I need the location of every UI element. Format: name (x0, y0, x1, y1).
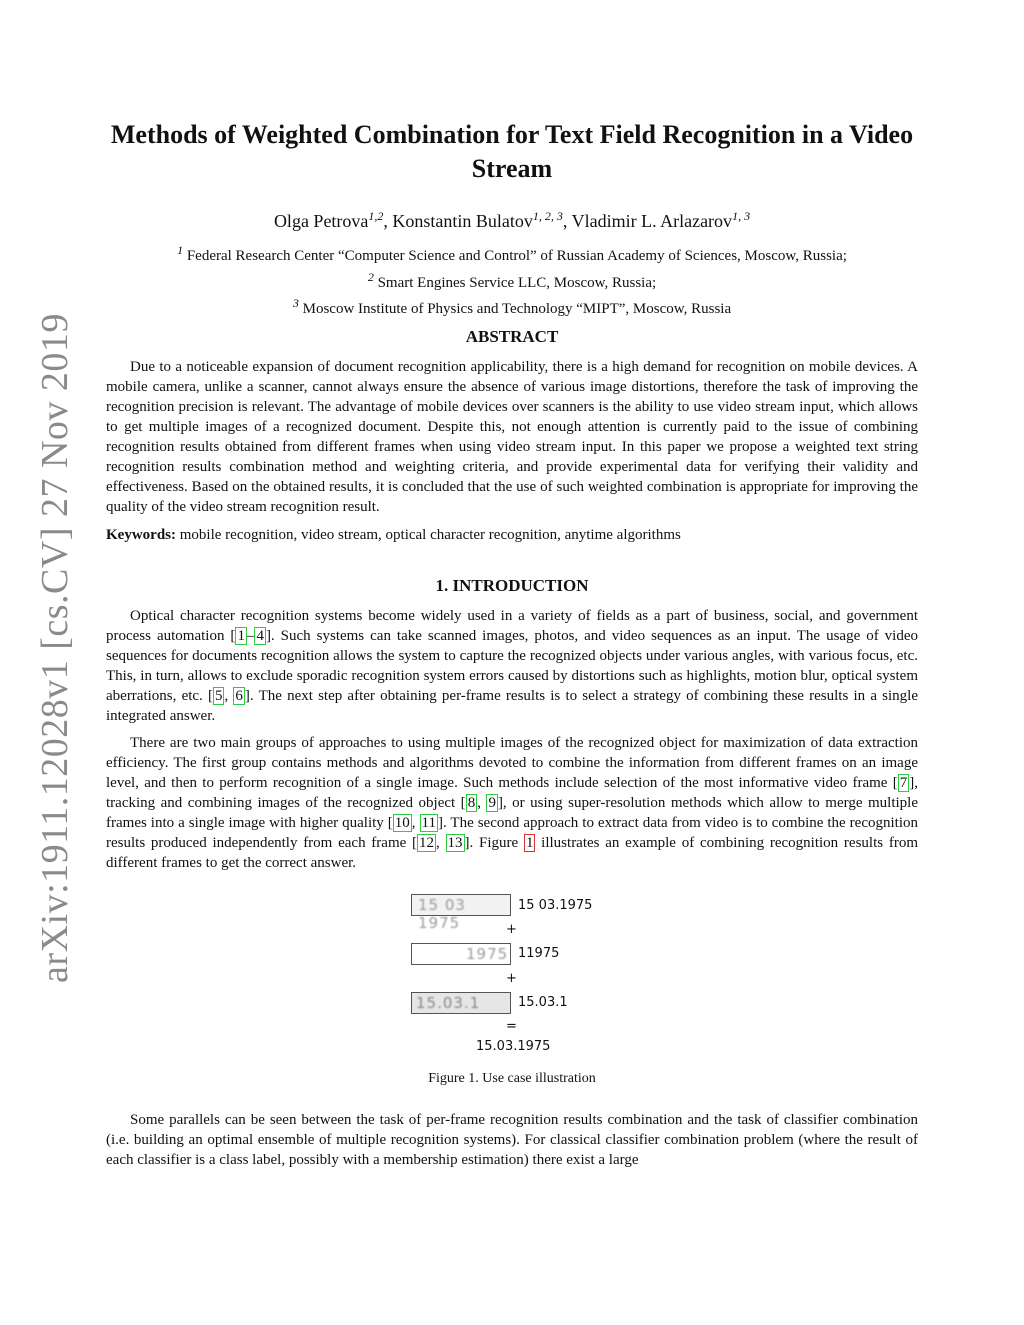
author-affiliation-mark: 1,2 (368, 209, 384, 223)
affiliation-line (110, 240, 914, 267)
frame-image-text: 15.03.1 (416, 994, 481, 1012)
frame-image-text: 15 03 1975 (418, 896, 466, 932)
citation-link[interactable]: 13 (447, 835, 463, 851)
text-run: There are two main groups of approaches to using multiple images of the recognized object for maximization of data extraction efficiency. The first group contains methods and algorithms devoted to combine the information from different frames on an image level, and then to perform recognition of a single image. Such methods include selection of the most informative video frame [ (106, 735, 918, 791)
affiliation-line (110, 267, 914, 294)
text-run: – (246, 628, 255, 644)
text-run: Optical character recognition systems become widely used in a variety of fields as a part of business, social, and government process automation [ (106, 608, 918, 644)
text-run: ]. Such systems can take scanned images, photos, and video sequences as an input. The usage of video sequences for documents recognition allows the system to capture the recognized objects under various angles, with various focus, etc. This, in turn, allows to exclude sporadic recognition system errors caused by distortions such as highlights, motion blur, optical system aberrations, etc. [ (106, 628, 919, 704)
frame-image-text: 1975 (466, 945, 509, 963)
frame-image-1 (411, 894, 511, 932)
frame-result-1: 15 03.1975 (518, 898, 593, 913)
text-run: ]. The next step after obtaining per-frame results is to select a strategy of combining these results in a single integrated answer. (106, 688, 919, 724)
frame-result-2: 11975 (518, 946, 560, 961)
citation-link[interactable]: 1 (237, 628, 245, 644)
author-name: Olga Petrova (273, 211, 369, 231)
affiliation-number: 3 (292, 296, 299, 310)
affiliation-number: 1 (177, 243, 184, 257)
citation-link[interactable]: 6 (235, 688, 243, 704)
abstract-heading: ABSTRACT (465, 327, 559, 346)
equals-sign: = (506, 1019, 517, 1034)
frame-image-2 (411, 943, 511, 965)
text-run: ]. The second approach to extract data from video is to combine the recognition results produced independently from each frame [ (106, 815, 918, 851)
intro-paragraph-2 (106, 733, 918, 873)
citation-link[interactable]: 11 (421, 815, 436, 831)
author-list: Olga Petrova$^{1,2}$, Konstantin Bulatov$^{1, 2, 3}$, Vladimir L. Arlazarov$^{1, 3}$ (273, 209, 751, 231)
citation-link[interactable]: 5 (214, 688, 223, 704)
combined-result: 15.03.1975 (476, 1039, 551, 1054)
arxiv-identifier: arXiv:1911.12028v1 [cs.CV] 27 Nov 2019 (34, 313, 76, 983)
affiliation-text: Smart Engines Service LLC, Moscow, Russia; (377, 274, 657, 291)
citation-link[interactable]: 4 (256, 628, 264, 644)
citation-link[interactable]: 8 (467, 795, 476, 811)
plus-sign: + (506, 922, 517, 937)
author-name: Vladimir L. Arlazarov (571, 211, 733, 231)
keywords (106, 527, 681, 544)
citation-link[interactable]: 10 (394, 815, 410, 831)
frame-image-3 (411, 992, 511, 1014)
text-run: illustrates an example of combining recognition results from different frames to get the correct answer. (106, 835, 918, 871)
text-run: , (411, 815, 420, 831)
keywords-text: mobile recognition, video stream, optical character recognition, anytime algorithms (179, 527, 681, 543)
frame-result-3: 15.03.1 (518, 995, 568, 1010)
text-run: , (436, 835, 446, 851)
text-run: ], tracking and combining images of the recognized object [ (106, 775, 918, 811)
plus-sign: + (506, 971, 517, 986)
citation-link[interactable]: 9 (488, 795, 496, 811)
figure-link[interactable]: 1 (525, 835, 534, 851)
citation-link[interactable]: 7 (899, 775, 908, 791)
intro-paragraph-3: Some parallels can be seen between the task of per-frame recognition results combination and the task of classifier combination (i.e. building an optimal ensemble of multiple recognition systems). For classical classifier combination problem (where the result of each classifier is a class label, possibly with a membership estimation) there exist a large (106, 1112, 918, 1168)
text-run: ], or using super-resolution methods which allow to merge multiple frames into a single image with higher quality [ (106, 795, 919, 831)
affiliation-number: 2 (367, 269, 374, 284)
text-run: ]. Figure (464, 835, 524, 851)
introduction-heading: 1. INTRODUCTION (435, 576, 589, 595)
affiliation-text: Federal Research Center “Computer Science and Control” of Russian Academy of Sciences, Moscow, Russia; (186, 248, 847, 264)
author-name: Konstantin Bulatov (392, 211, 533, 231)
abstract-text: Due to a noticeable expansion of document recognition applicability, there is a high demand for recognition on mobile devices. A mobile camera, unlike a scanner, cannot always ensure the absence of various image distortions, therefore the task of improving the recognition precision is relevant. The advantage of mobile devices over scanners is the ability to use video stream input, which allows to get multiple images of a recognized document. Despite this, not enough attention is currently paid to the issue of combining recognition results obtained from different frames when using video stream input. In this paper we propose a weighted text string recognition results combination method and weighting criteria, and provide experimental data for verifying their validity and effectiveness. Based on the obtained results, it is concluded that the use of such weighted combination is appropriate for improving the quality of the video stream recognition result. (106, 359, 918, 515)
author-affiliation-mark: 1, 2, 3 (532, 209, 563, 223)
author-affiliation-mark: 1, 3 (732, 209, 751, 223)
figure-caption: Figure 1. Use case illustration (428, 1071, 596, 1086)
text-run: , (477, 795, 487, 811)
paper-title: Methods of Weighted Combination for Text Field Recognition in a Video Stream (110, 120, 914, 183)
affiliation-line (110, 293, 914, 320)
affiliations (110, 240, 914, 320)
text-run: , (224, 688, 234, 704)
intro-paragraph-1 (106, 606, 918, 726)
keywords-label: Keywords: (106, 527, 176, 543)
affiliation-text: Moscow Institute of Physics and Technology “MIPT”, Moscow, Russia (302, 301, 732, 317)
citation-link[interactable]: 12 (419, 835, 435, 851)
